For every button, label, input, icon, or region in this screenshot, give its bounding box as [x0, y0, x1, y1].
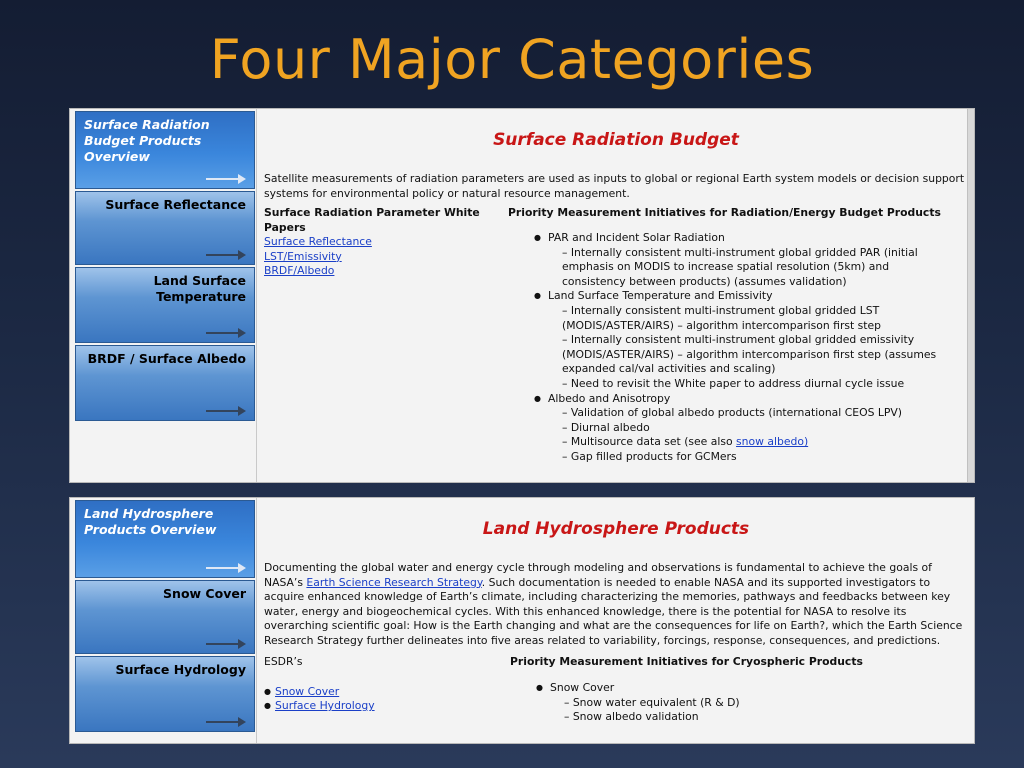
multisource-text: – Multisource data set (see also — [562, 435, 737, 449]
priority-heading-wrap — [508, 206, 948, 221]
item-title: Land Surface Temperature and Emissivity — [548, 289, 773, 303]
arrow-right-icon — [206, 254, 244, 256]
nav-overview-button[interactable] — [75, 111, 255, 189]
brdf-albedo-link[interactable]: BRDF/Albedo — [264, 264, 335, 278]
nav-label: Land Surface Temperature — [153, 273, 246, 304]
intro-suffix: . Such documentation is needed to enable NASA and its supported investigators to acquire enhanced knowledge of Earth’s climate, including characterizing the memories, pathways and feedbacks between key water, energy and biogeochemical cycles. With this enhanced knowledge, there is the potential for NASA to resolve its overarching scientific goal: How is the Earth changing and what are the consequences for life on Earth?, which the Earth Science Research Strategy further delineates into five areas related to variability, forcings, response, consequences, and predictions. — [264, 575, 963, 647]
arrow-right-icon — [206, 721, 244, 723]
white-papers-column — [264, 206, 484, 279]
item-sub: – Need to revisit the White paper to address diurnal cycle issue — [562, 376, 905, 390]
priority-list — [534, 231, 954, 465]
item-sub: – Snow water equivalent (R & D) — [564, 695, 740, 709]
intro-prefix: Documenting the global water and energy cycle through modeling and observations is fundamental to achieve the goals of NASA’s — [264, 561, 932, 589]
cryo-list — [536, 681, 956, 725]
nav-surface-hydrology-button[interactable] — [75, 656, 255, 732]
list-item — [264, 685, 464, 700]
esdr-heading: ESDR’s — [264, 655, 303, 668]
intro-text: Satellite measurements of radiation parameters are used as inputs to global or regional Earth system models or decision support systems for environmental policy or natural resource management. — [264, 172, 965, 200]
nav-label: BRDF / Surface Albedo — [87, 351, 246, 366]
intro-text — [264, 561, 968, 649]
item-sub: – Snow albedo validation — [564, 710, 699, 724]
lst-emissivity-link[interactable]: LST/Emissivity — [264, 249, 342, 263]
content-area — [264, 109, 968, 482]
nav-label: Surface Hydrology — [115, 662, 246, 677]
surface-radiation-panel — [69, 108, 975, 483]
list-item — [534, 231, 954, 289]
arrow-right-icon — [206, 178, 244, 180]
section-heading: Surface Radiation Budget — [493, 130, 739, 150]
nav-hydro-overview-button[interactable] — [75, 500, 255, 578]
list-item — [534, 289, 954, 391]
arrow-right-icon — [206, 410, 244, 412]
nav-label: Snow Cover — [163, 586, 246, 601]
surface-hydrology-link[interactable]: Surface Hydrology — [275, 699, 375, 713]
item-sub: – Validation of global albedo products (international CEOS LPV) — [562, 406, 903, 420]
nav-brdf-albedo-button[interactable] — [75, 345, 255, 421]
nav-label: Land Hydrosphere Products Overview — [84, 506, 217, 537]
nav-label: Surface Reflectance — [105, 197, 246, 212]
cryo-heading-wrap — [510, 655, 950, 670]
list-item — [536, 681, 956, 725]
list-item — [264, 699, 464, 714]
item-sub: – Diurnal albedo — [562, 420, 650, 434]
item-sub-multisource — [548, 435, 954, 450]
item-sub: – Internally consistent multi-instrument global gridded emissivity (MODIS/ASTER/AIRS) – algorithm intercomparison first step (assumes expanded cal/val activities and scaling) — [562, 333, 937, 376]
snow-cover-link[interactable]: Snow Cover — [275, 684, 340, 698]
land-hydrosphere-panel — [69, 497, 975, 744]
section-heading: Land Hydrosphere Products — [482, 519, 750, 539]
nav-snow-cover-button[interactable] — [75, 580, 255, 654]
arrow-right-icon — [206, 567, 244, 569]
slide-title: Four Major Categories — [209, 28, 815, 91]
scrollbar[interactable] — [967, 109, 974, 482]
snow-albedo-link[interactable]: snow albedo) — [736, 435, 809, 449]
item-sub: – Gap filled products for GCMers — [562, 449, 737, 463]
side-nav — [70, 109, 257, 482]
side-nav — [70, 498, 257, 743]
item-sub: – Internally consistent multi-instrument global gridded PAR (initial emphasis on MODIS to increase spatial resolution (5km) and consistency between products) (assumes validation) — [562, 245, 918, 288]
item-title: Snow Cover — [550, 681, 615, 694]
arrow-right-icon — [206, 332, 244, 334]
item-title: Albedo and Anisotropy — [548, 391, 671, 405]
list-item — [534, 392, 954, 465]
white-papers-heading: Surface Radiation Parameter White Papers — [264, 206, 480, 234]
content-area — [264, 498, 968, 743]
item-title: PAR and Incident Solar Radiation — [548, 231, 725, 244]
cryo-priority-heading: Priority Measurement Initiatives for Cryospheric Products — [510, 655, 863, 668]
nav-surface-reflectance-button[interactable] — [75, 191, 255, 265]
surface-reflectance-link[interactable]: Surface Reflectance — [264, 235, 372, 249]
item-sub: – Internally consistent multi-instrument global gridded LST (MODIS/ASTER/AIRS) – algorithm intercomparison first step — [562, 303, 882, 332]
priority-heading: Priority Measurement Initiatives for Radiation/Energy Budget Products — [508, 206, 941, 219]
esdr-column — [264, 655, 464, 714]
nav-land-surface-temperature-button[interactable] — [75, 267, 255, 343]
nav-label: Surface Radiation Budget Products Overview — [84, 117, 210, 164]
earth-science-strategy-link[interactable]: Earth Science Research Strategy — [306, 575, 482, 589]
arrow-right-icon — [206, 643, 244, 645]
